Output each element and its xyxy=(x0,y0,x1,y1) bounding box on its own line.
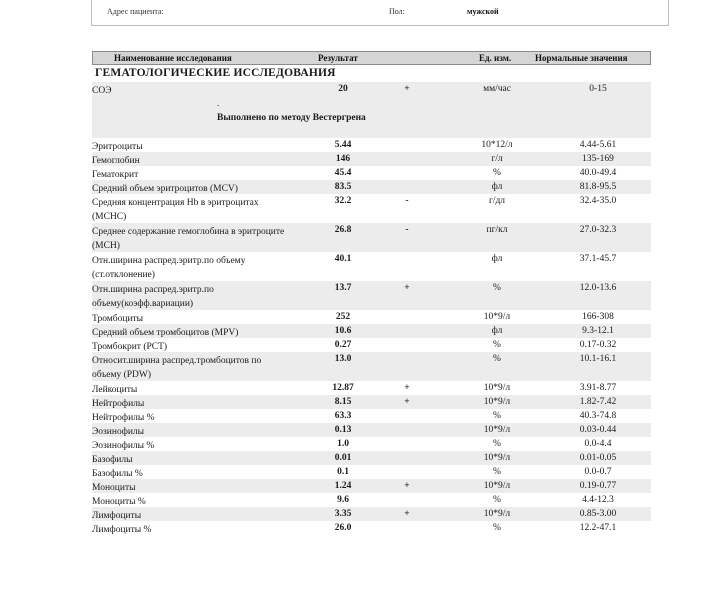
row-unit: фл xyxy=(491,182,503,192)
table-row xyxy=(92,194,651,223)
row-ref: 4.4-12.3 xyxy=(582,495,614,505)
row-value: 252 xyxy=(335,312,351,322)
row-name: Моноциты % xyxy=(92,497,146,507)
row-ref: 0.19-0.77 xyxy=(579,481,617,491)
patient-info-box xyxy=(91,0,669,26)
row-ref: 27.0-32.3 xyxy=(579,225,617,235)
row-name: Базофилы % xyxy=(92,469,143,479)
row-unit: % xyxy=(493,411,501,421)
row-value: 12.87 xyxy=(332,383,354,393)
row-unit: 10*9/л xyxy=(483,481,511,491)
table-row xyxy=(92,352,651,381)
row-value: 9.6 xyxy=(337,495,349,505)
row-ref: 12.0-13.6 xyxy=(579,283,617,293)
row-name: Нейтрофилы xyxy=(92,399,145,409)
row-ref: 3.91-8.77 xyxy=(579,383,617,393)
row-value: 1.24 xyxy=(334,481,352,491)
row-name: СОЭ xyxy=(92,86,112,96)
row-unit: фл xyxy=(491,326,503,336)
row-value: 0.01 xyxy=(334,453,352,463)
table-row xyxy=(92,338,651,352)
row-ref: 0.85-3.00 xyxy=(579,509,617,519)
row-name: Отн.ширина распред.эритр.по объему(коэфф.вариации) xyxy=(92,285,214,310)
row-ref: 0-15 xyxy=(589,84,607,94)
row-value: 146 xyxy=(335,154,351,164)
row-unit: 10*9/л xyxy=(483,509,511,519)
section-title xyxy=(92,65,651,82)
row-name: Средний объем тромбоцитов (MPV) xyxy=(92,328,239,338)
row-ref: 0.01-0.05 xyxy=(579,453,617,463)
table-body xyxy=(92,138,651,535)
row-ref: 0.0-4.4 xyxy=(584,439,612,449)
row-value: 45.4 xyxy=(334,168,352,178)
row-value: 0.27 xyxy=(334,340,352,350)
header-unit: Ед. изм. xyxy=(479,53,512,63)
method-note: Выполнено по методу Вестергрена xyxy=(217,113,366,123)
row-name: Нейтрофилы % xyxy=(92,413,155,423)
row-value: 8.15 xyxy=(334,397,352,407)
row-value: 32.2 xyxy=(334,196,352,206)
row-value: 1.0 xyxy=(337,439,349,449)
table-row xyxy=(92,138,651,152)
row-unit: % xyxy=(493,523,501,533)
soe-dot: . xyxy=(217,98,220,108)
row-ref: 0.0-0.7 xyxy=(584,467,612,477)
row-name: Базофилы xyxy=(92,455,133,465)
table-row xyxy=(92,465,651,479)
row-flag: - xyxy=(405,225,409,235)
table-row xyxy=(92,409,651,423)
row-value: 13.0 xyxy=(334,354,352,364)
table-row xyxy=(92,479,651,493)
row-unit: г/л xyxy=(491,154,503,164)
row-ref: 40.0-49.4 xyxy=(579,168,617,178)
row-flag: + xyxy=(404,481,410,491)
row-value: 0.1 xyxy=(337,467,349,477)
table-row xyxy=(92,493,651,507)
table-row xyxy=(92,252,651,281)
row-unit: г/дл xyxy=(488,196,506,206)
row-unit: % xyxy=(493,467,501,477)
row-value: 26.0 xyxy=(334,523,352,533)
row-name: Эозинофилы % xyxy=(92,441,155,451)
row-ref: 40.3-74.8 xyxy=(579,411,617,421)
table-row xyxy=(92,324,651,338)
row-ref: 10.1-16.1 xyxy=(579,354,617,364)
row-value: 26.8 xyxy=(334,225,352,235)
row-name: Тромбоциты xyxy=(92,314,144,324)
row-unit: % xyxy=(493,168,501,178)
header-name: Наименование исследования xyxy=(114,53,232,63)
row-name: Гемоглобин xyxy=(92,156,140,166)
row-unit: 10*9/л xyxy=(483,312,511,322)
row-value: 83.5 xyxy=(334,182,352,192)
row-flag: + xyxy=(404,84,410,94)
row-value: 13.7 xyxy=(334,283,352,293)
table-row xyxy=(92,423,651,437)
row-flag: + xyxy=(404,283,410,293)
results-table xyxy=(92,51,651,535)
table-row xyxy=(92,521,651,535)
sex-label: Пол: xyxy=(389,7,405,16)
row-value: 3.35 xyxy=(334,509,352,519)
row-ref: 1.82-7.42 xyxy=(579,397,617,407)
row-unit: 10*12/л xyxy=(481,140,513,150)
row-ref: 4.44-5.61 xyxy=(579,140,617,150)
row-value: 0.13 xyxy=(334,425,352,435)
row-flag: + xyxy=(404,383,410,393)
table-row-soe xyxy=(92,82,651,138)
row-name: Среднее содержание гемоглобина в эритроците (MCH) xyxy=(92,227,285,252)
row-unit: 10*9/л xyxy=(483,383,511,393)
row-unit: % xyxy=(493,439,501,449)
row-name: Эозинофилы xyxy=(92,427,145,437)
row-value: 63.3 xyxy=(334,411,352,421)
row-unit: % xyxy=(493,283,501,293)
table-row xyxy=(92,223,651,252)
table-row xyxy=(92,152,651,166)
row-name: Средняя концентрация Hb в эритроцитах (MCHC) xyxy=(92,198,259,223)
row-ref: 81.8-95.5 xyxy=(579,182,617,192)
row-unit: мм/час xyxy=(483,84,511,94)
row-name: Моноциты xyxy=(92,483,136,493)
table-row xyxy=(92,166,651,180)
row-value: 10.6 xyxy=(334,326,352,336)
row-unit: % xyxy=(493,495,501,505)
row-name: Эритроциты xyxy=(92,142,143,152)
table-row xyxy=(92,381,651,395)
row-value: 40.1 xyxy=(334,254,352,264)
row-name: Средний объем эритроцитов (MCV) xyxy=(92,184,238,194)
row-ref: 0.03-0.44 xyxy=(579,425,617,435)
row-unit: фл xyxy=(491,254,503,264)
row-name: Лимфоциты % xyxy=(92,525,152,535)
row-flag: + xyxy=(404,509,410,519)
section-title-text: ГЕМАТОЛОГИЧЕСКИЕ ИССЛЕДОВАНИЯ xyxy=(95,67,336,79)
row-ref: 0.17-0.32 xyxy=(579,340,617,350)
row-name: Тромбокрит (PCT) xyxy=(92,342,168,352)
row-unit: пг/кл xyxy=(486,225,508,235)
header-result: Результат xyxy=(318,53,358,63)
row-unit: 10*9/л xyxy=(483,425,511,435)
table-row xyxy=(92,310,651,324)
sex-value: мужской xyxy=(467,7,499,16)
table-row xyxy=(92,451,651,465)
row-name: Гематокрит xyxy=(92,170,139,180)
row-name: Лимфоциты xyxy=(92,511,142,521)
row-ref: 32.4-35.0 xyxy=(579,196,617,206)
row-ref: 166-308 xyxy=(582,312,614,322)
row-flag: + xyxy=(404,397,410,407)
address-label: Адрес пациента: xyxy=(107,7,164,16)
row-value: 5.44 xyxy=(334,140,352,150)
table-row xyxy=(92,437,651,451)
row-ref: 135-169 xyxy=(582,154,614,164)
row-name: Относит.ширина распред.тромбоцитов по объему (PDW) xyxy=(92,356,262,381)
row-flag: - xyxy=(405,196,409,206)
row-ref: 9.3-12.1 xyxy=(582,326,614,336)
table-row xyxy=(92,507,651,521)
table-header xyxy=(92,51,651,65)
row-name: Лейкоциты xyxy=(92,385,138,395)
row-ref: 37.1-45.7 xyxy=(579,254,617,264)
table-row xyxy=(92,281,651,310)
row-value: 20 xyxy=(338,84,348,94)
row-unit: % xyxy=(493,354,501,364)
header-ref: Нормальные значения xyxy=(535,53,628,63)
row-ref: 12.2-47.1 xyxy=(579,523,617,533)
row-unit: % xyxy=(493,340,501,350)
row-name: Отн.ширина распред.эритр.по объему (ст.отклонение) xyxy=(92,256,246,281)
table-row xyxy=(92,180,651,194)
row-unit: 10*9/л xyxy=(483,453,511,463)
row-unit: 10*9/л xyxy=(483,397,511,407)
table-row xyxy=(92,395,651,409)
